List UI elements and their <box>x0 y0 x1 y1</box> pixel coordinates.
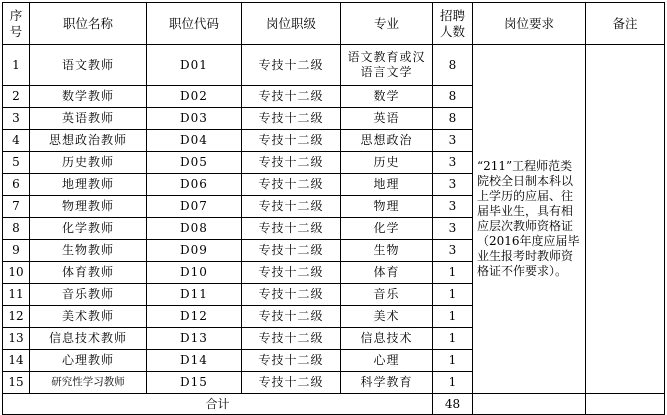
cell-major: 生物 <box>341 240 433 262</box>
requirement-cell <box>473 45 586 394</box>
cell-rank: 专技十二级 <box>242 306 341 328</box>
header-rank: 岗位职级 <box>242 3 341 45</box>
cell-count: 3 <box>433 174 473 196</box>
table-header <box>3 3 665 45</box>
cell-rank: 专技十二级 <box>242 196 341 218</box>
cell-major: 语文教育或汉语言文学 <box>341 45 433 86</box>
cell-seq: 10 <box>3 262 30 284</box>
cell-position-code: D06 <box>147 174 242 196</box>
cell-seq: 1 <box>3 45 30 86</box>
total-row <box>3 394 665 415</box>
cell-position-name: 历史教师 <box>30 152 147 174</box>
cell-rank: 专技十二级 <box>242 45 341 86</box>
cell-seq: 9 <box>3 240 30 262</box>
note-cell <box>586 45 665 394</box>
recruitment-table <box>2 2 665 415</box>
cell-major: 音乐 <box>341 284 433 306</box>
cell-position-code: D14 <box>147 350 242 372</box>
cell-seq: 8 <box>3 218 30 240</box>
cell-position-name: 研究性学习教师 <box>30 372 147 394</box>
cell-position-code: D08 <box>147 218 242 240</box>
cell-count: 3 <box>433 218 473 240</box>
cell-position-code: D03 <box>147 108 242 130</box>
cell-position-name: 生物教师 <box>30 240 147 262</box>
cell-rank: 专技十二级 <box>242 328 341 350</box>
cell-count: 1 <box>433 350 473 372</box>
cell-rank: 专技十二级 <box>242 262 341 284</box>
cell-position-code: D09 <box>147 240 242 262</box>
cell-position-name: 英语教师 <box>30 108 147 130</box>
cell-position-code: D12 <box>147 306 242 328</box>
requirement-text: “211”工程师范类院校全日制本科以上学历的应届、往届毕业生，具有相应层次教师资格证（2016年度应届毕业生报考时教师资格证不作要求）。 <box>477 159 580 278</box>
cell-count: 8 <box>433 108 473 130</box>
cell-rank: 专技十二级 <box>242 174 341 196</box>
cell-position-name: 音乐教师 <box>30 284 147 306</box>
cell-position-name: 物理教师 <box>30 196 147 218</box>
cell-position-name: 化学教师 <box>30 218 147 240</box>
cell-position-name: 地理教师 <box>30 174 147 196</box>
header-note: 备注 <box>586 3 665 45</box>
table-footer <box>3 394 665 415</box>
cell-position-name: 心理教师 <box>30 350 147 372</box>
cell-count: 1 <box>433 262 473 284</box>
header-row <box>3 3 665 45</box>
cell-count: 3 <box>433 240 473 262</box>
cell-rank: 专技十二级 <box>242 108 341 130</box>
cell-rank: 专技十二级 <box>242 218 341 240</box>
cell-seq: 7 <box>3 196 30 218</box>
cell-major: 化学 <box>341 218 433 240</box>
cell-seq: 13 <box>3 328 30 350</box>
table-body <box>3 45 665 394</box>
cell-rank: 专技十二级 <box>242 372 341 394</box>
header-position-code: 职位代码 <box>147 3 242 45</box>
total-label: 合计 <box>3 394 433 415</box>
cell-count: 1 <box>433 328 473 350</box>
cell-count: 8 <box>433 45 473 86</box>
cell-position-code: D05 <box>147 152 242 174</box>
cell-rank: 专技十二级 <box>242 152 341 174</box>
cell-seq: 3 <box>3 108 30 130</box>
header-requirement: 岗位要求 <box>473 3 586 45</box>
total-count: 48 <box>433 394 473 415</box>
header-major: 专业 <box>341 3 433 45</box>
total-requirement-empty <box>473 394 586 415</box>
cell-position-code: D02 <box>147 86 242 108</box>
cell-major: 地理 <box>341 174 433 196</box>
cell-position-code: D11 <box>147 284 242 306</box>
cell-seq: 4 <box>3 130 30 152</box>
cell-rank: 专技十二级 <box>242 130 341 152</box>
cell-count: 3 <box>433 196 473 218</box>
cell-position-name: 信息技术教师 <box>30 328 147 350</box>
cell-seq: 12 <box>3 306 30 328</box>
cell-rank: 专技十二级 <box>242 86 341 108</box>
cell-position-name: 美术教师 <box>30 306 147 328</box>
cell-position-code: D15 <box>147 372 242 394</box>
cell-count: 3 <box>433 130 473 152</box>
cell-seq: 15 <box>3 372 30 394</box>
cell-major: 美术 <box>341 306 433 328</box>
cell-major: 心理 <box>341 350 433 372</box>
cell-major: 思想政治 <box>341 130 433 152</box>
cell-position-code: D13 <box>147 328 242 350</box>
cell-seq: 14 <box>3 350 30 372</box>
cell-major: 物理 <box>341 196 433 218</box>
cell-rank: 专技十二级 <box>242 284 341 306</box>
cell-count: 1 <box>433 284 473 306</box>
cell-major: 体育 <box>341 262 433 284</box>
cell-rank: 专技十二级 <box>242 240 341 262</box>
cell-major: 数学 <box>341 86 433 108</box>
cell-count: 3 <box>433 152 473 174</box>
header-seq: 序 号 <box>3 3 30 45</box>
cell-count: 1 <box>433 372 473 394</box>
cell-major: 科学教育 <box>341 372 433 394</box>
cell-seq: 11 <box>3 284 30 306</box>
header-position-name: 职位名称 <box>30 3 147 45</box>
cell-major: 历史 <box>341 152 433 174</box>
cell-position-code: D07 <box>147 196 242 218</box>
cell-position-code: D10 <box>147 262 242 284</box>
cell-position-code: D04 <box>147 130 242 152</box>
cell-rank: 专技十二级 <box>242 350 341 372</box>
cell-position-name: 体育教师 <box>30 262 147 284</box>
cell-position-name: 数学教师 <box>30 86 147 108</box>
header-count: 招聘 人数 <box>433 3 473 45</box>
total-note-empty <box>586 394 665 415</box>
cell-major: 信息技术 <box>341 328 433 350</box>
cell-seq: 5 <box>3 152 30 174</box>
cell-count: 1 <box>433 306 473 328</box>
cell-seq: 6 <box>3 174 30 196</box>
cell-major: 英语 <box>341 108 433 130</box>
cell-seq: 2 <box>3 86 30 108</box>
cell-position-name: 思想政治教师 <box>30 130 147 152</box>
cell-count: 8 <box>433 86 473 108</box>
cell-position-name: 语文教师 <box>30 45 147 86</box>
cell-position-code: D01 <box>147 45 242 86</box>
table-row <box>3 45 665 86</box>
